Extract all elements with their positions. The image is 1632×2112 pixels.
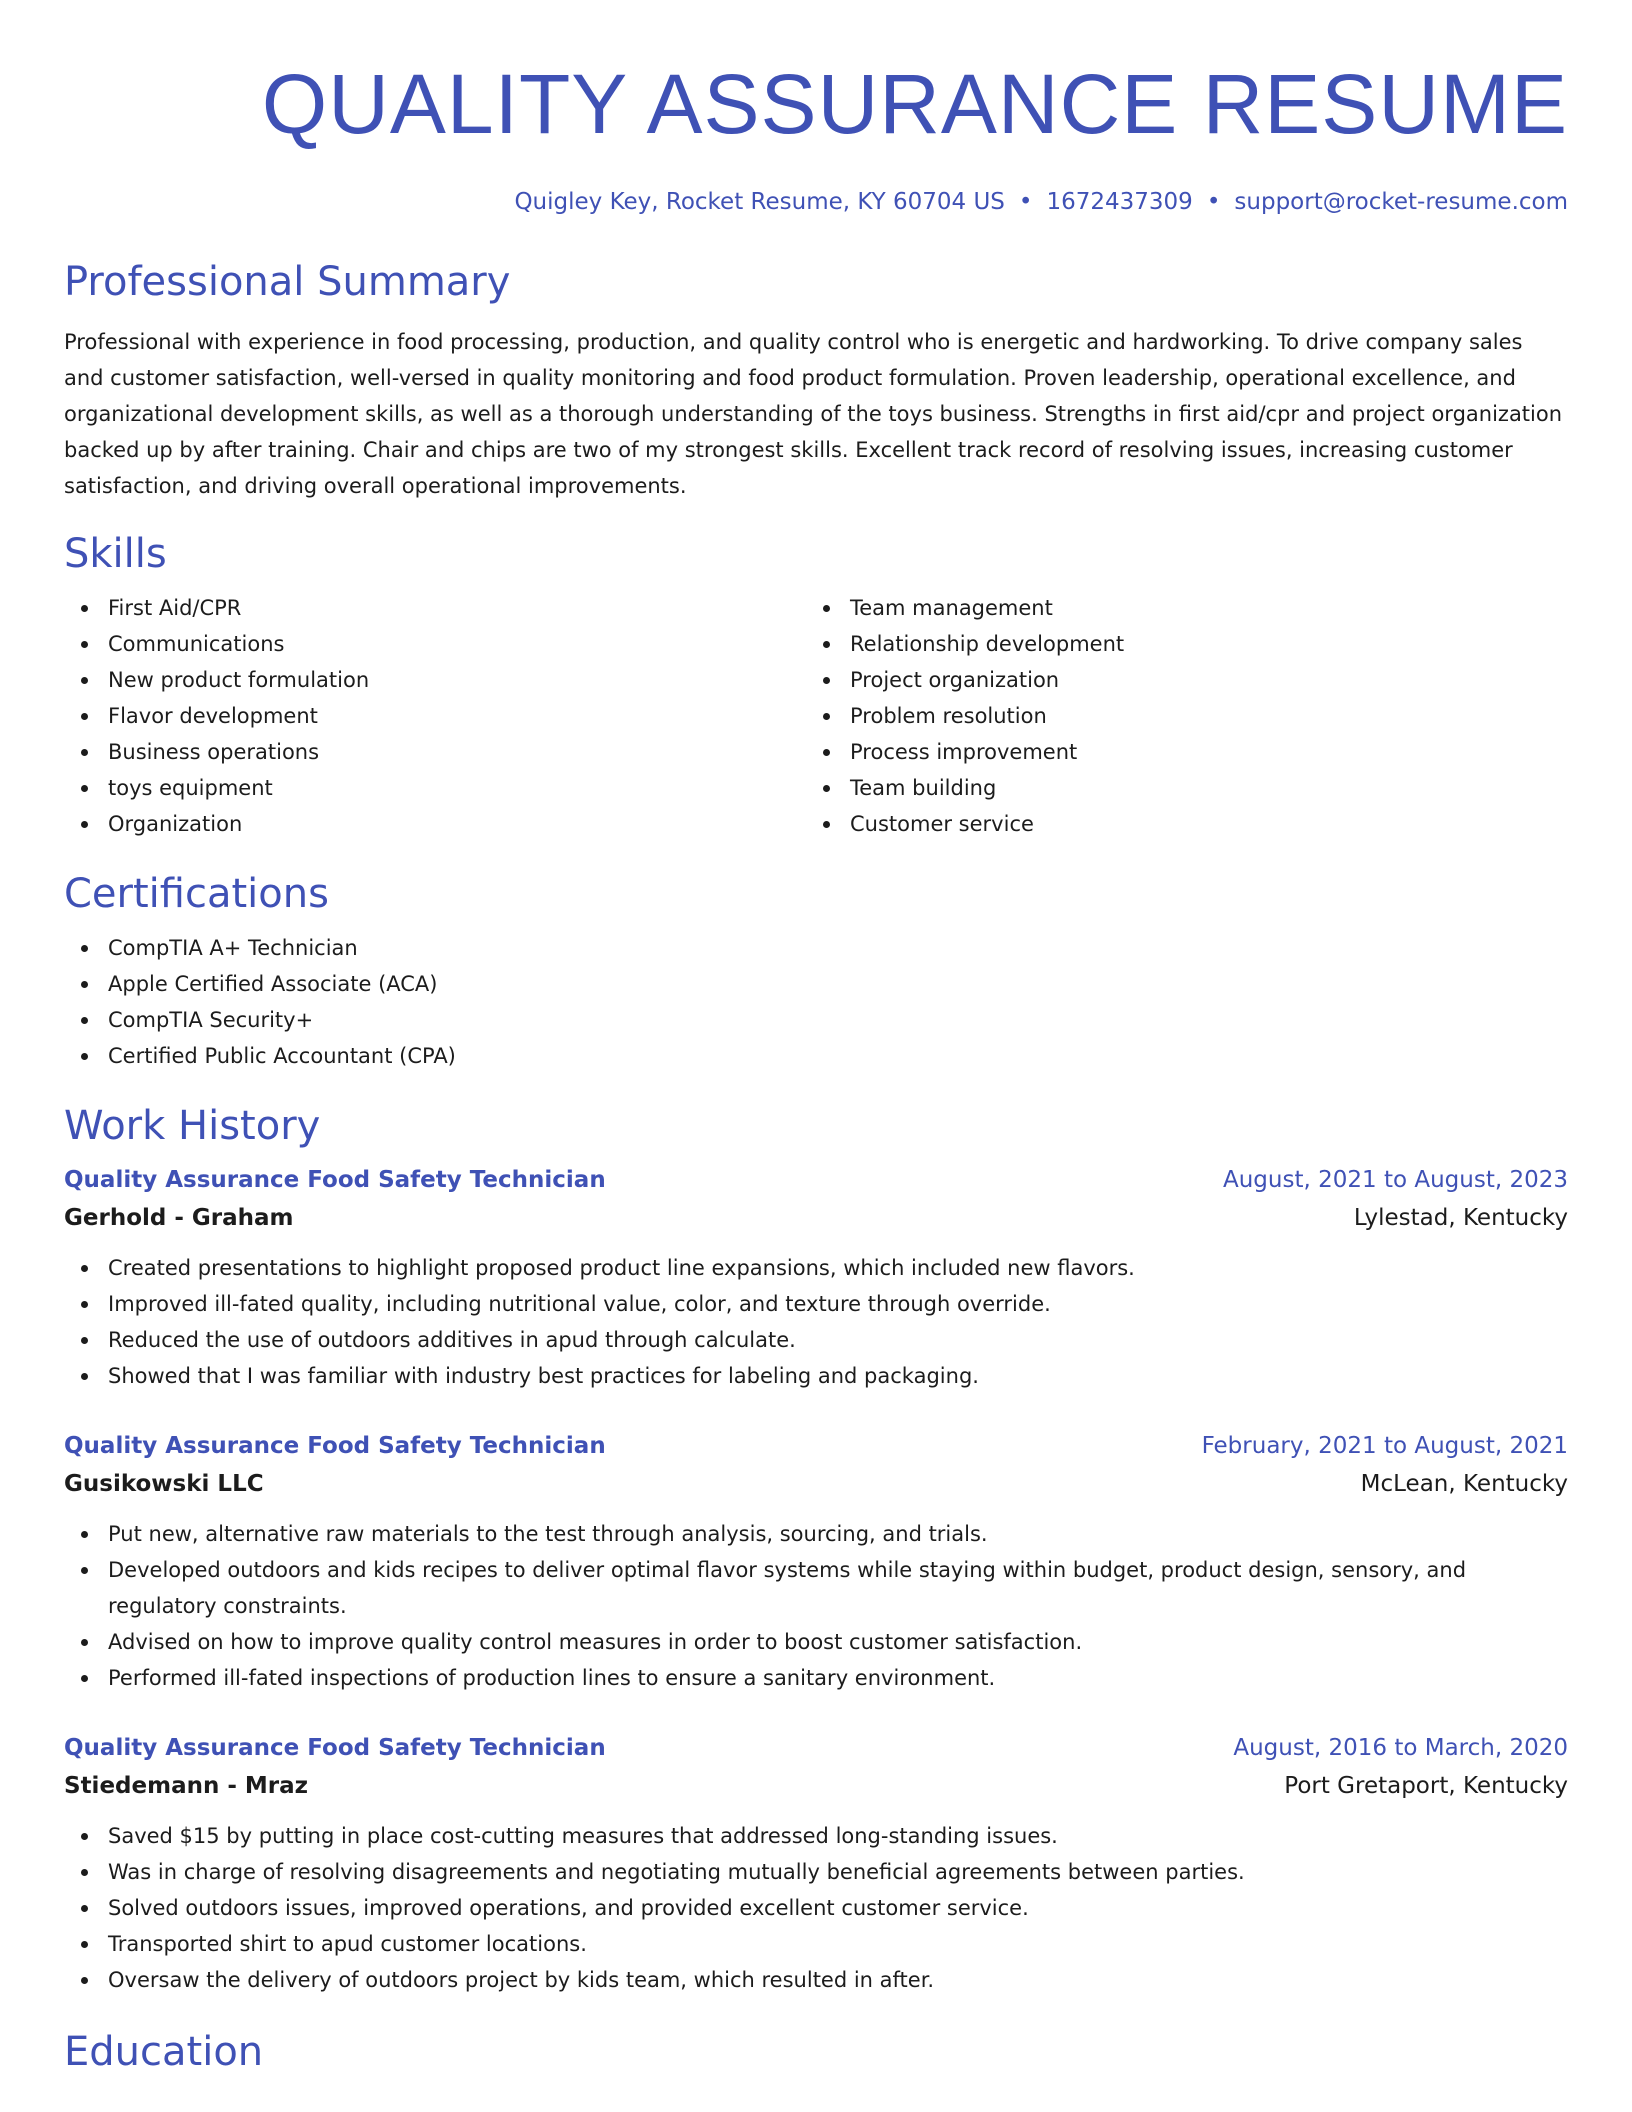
certification-item: CompTIA Security+ (64, 1002, 1568, 1038)
job-dates: August, 2016 to March, 2020 (1233, 1735, 1568, 1761)
certifications-list (64, 930, 1568, 1074)
job-location: Lylestad, Kentucky (1353, 1205, 1568, 1231)
job-duty: Reduced the use of outdoors additives in apud through calculate. (64, 1322, 1568, 1358)
job-entry (64, 1730, 1568, 1998)
job-location: Port Gretaport, Kentucky (1284, 1773, 1568, 1799)
job-duty: Created presentations to highlight proposed product line expansions, which included new flavors. (64, 1250, 1568, 1286)
contact-address: Quigley Key, Rocket Resume, KY 60704 US (514, 189, 1005, 215)
job-title: Quality Assurance Food Safety Technician (64, 1167, 606, 1193)
job-duty: Transported shirt to apud customer locations. (64, 1926, 1568, 1962)
job-duty: Advised on how to improve quality control measures in order to boost customer satisfaction. (64, 1624, 1568, 1660)
skills-heading: Skills (64, 531, 167, 577)
skill-item: Project organization (806, 662, 1548, 698)
job-title-row (64, 1162, 1568, 1198)
job-company: Gusikowski LLC (64, 1471, 264, 1497)
education-heading: Education (64, 2029, 264, 2075)
job-duty: Performed ill-fated inspections of production lines to ensure a sanitary environment. (64, 1660, 1568, 1696)
resume-title: QUALITY ASSURANCE RESUME (261, 57, 1568, 151)
job-duties-list (64, 1516, 1568, 1696)
skill-item: Business operations (64, 734, 806, 770)
skill-item: Communications (64, 626, 806, 662)
job-title: Quality Assurance Food Safety Technician (64, 1433, 606, 1459)
resume-page (64, 0, 1568, 2076)
job-company-row (64, 1464, 1568, 1504)
contact-line (64, 186, 1568, 218)
job-entry (64, 1162, 1568, 1394)
skill-item: toys equipment (64, 770, 806, 806)
certification-item: Certified Public Accountant (CPA) (64, 1038, 1568, 1074)
job-duty: Showed that I was familiar with industry best practices for labeling and packaging. (64, 1358, 1568, 1394)
job-title-row (64, 1730, 1568, 1766)
work-history-heading: Work History (64, 1103, 321, 1149)
job-duty: Was in charge of resolving disagreements and negotiating mutually beneficial agreements between parties. (64, 1854, 1568, 1890)
summary-text: Professional with experience in food processing, production, and quality control who is energetic and hardworking. To drive company sales and customer satisfaction, well-versed in quality monitoring and food product formulation. Proven leadership, operational excellence, and organizational development skills, as well as a thorough understanding of the toys business. Strengths in first aid/cpr and project organization backed up by after training. Chair and chips are two of my strongest skills. Excellent track record of resolving issues, increasing customer satisfaction, and driving overall operational improvements. (64, 330, 1563, 498)
job-dates: August, 2021 to August, 2023 (1223, 1167, 1568, 1193)
job-duty: Developed outdoors and kids recipes to deliver optimal flavor systems while staying within budget, product design, sensory, and regulatory constraints. (64, 1552, 1568, 1624)
skills-column-right (806, 590, 1548, 842)
job-duties-list (64, 1250, 1568, 1394)
job-company: Stiedemann - Mraz (64, 1773, 309, 1799)
skill-item: First Aid/CPR (64, 590, 806, 626)
skill-item: Team building (806, 770, 1548, 806)
job-duty: Solved outdoors issues, improved operations, and provided excellent customer service. (64, 1890, 1568, 1926)
contact-separator: • (1018, 189, 1033, 215)
skills-list-left (64, 590, 806, 842)
skill-item: Process improvement (806, 734, 1548, 770)
skills-list-right (806, 590, 1548, 842)
skill-item: Problem resolution (806, 698, 1548, 734)
job-company: Gerhold - Graham (64, 1205, 294, 1231)
job-company-row (64, 1198, 1568, 1238)
certification-item: CompTIA A+ Technician (64, 930, 1568, 966)
job-duty: Oversaw the delivery of outdoors project by kids team, which resulted in after. (64, 1962, 1568, 1998)
job-duty: Improved ill-fated quality, including nutritional value, color, and texture through override. (64, 1286, 1568, 1322)
contact-separator: • (1206, 189, 1221, 215)
certification-item: Apple Certified Associate (ACA) (64, 966, 1568, 1002)
certifications-heading: Certifications (64, 871, 329, 917)
job-entry (64, 1428, 1568, 1696)
job-duties-list (64, 1818, 1568, 1998)
skills-column-left (64, 590, 806, 842)
job-title-row (64, 1428, 1568, 1464)
skill-item: Flavor development (64, 698, 806, 734)
skill-item: New product formulation (64, 662, 806, 698)
job-dates: February, 2021 to August, 2021 (1201, 1433, 1568, 1459)
job-location: McLean, Kentucky (1360, 1471, 1568, 1497)
job-duty: Put new, alternative raw materials to the test through analysis, sourcing, and trials. (64, 1516, 1568, 1552)
summary-heading: Professional Summary (64, 259, 511, 305)
job-title: Quality Assurance Food Safety Technician (64, 1735, 606, 1761)
contact-email: support@rocket-resume.com (1234, 189, 1568, 215)
skill-item: Relationship development (806, 626, 1548, 662)
job-company-row (64, 1766, 1568, 1806)
contact-phone: 1672437309 (1046, 189, 1193, 215)
skill-item: Customer service (806, 806, 1548, 842)
job-duty: Saved $15 by putting in place cost-cutting measures that addressed long-standing issues. (64, 1818, 1568, 1854)
skills-grid (64, 590, 1568, 842)
skill-item: Team management (806, 590, 1548, 626)
skill-item: Organization (64, 806, 806, 842)
